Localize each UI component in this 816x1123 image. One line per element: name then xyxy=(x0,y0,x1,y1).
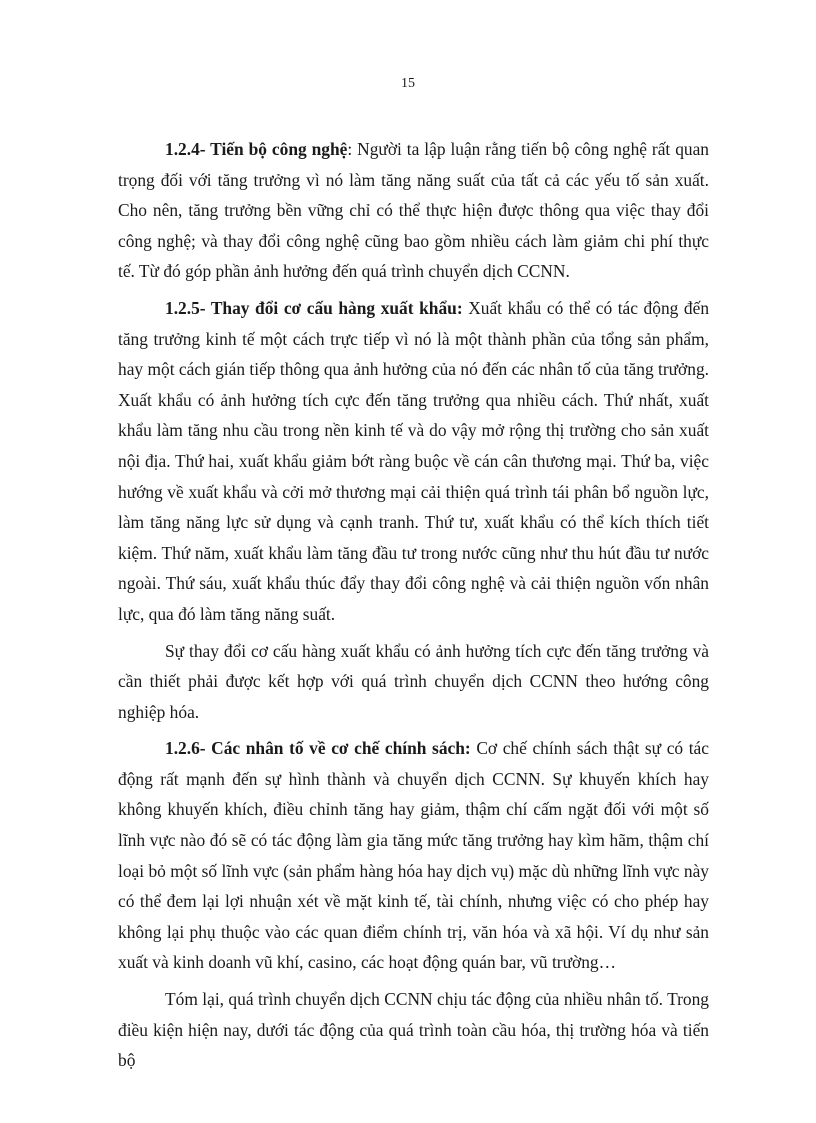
paragraph-technology xyxy=(118,134,709,287)
paragraph-text: Tóm lại, quá trình chuyển dịch CCNN chịu tác động của nhiều nhân tố. Trong điều kiện hiện nay, dưới tác động của quá trình toàn cầu hóa, thị trường hóa và tiến bộ xyxy=(118,989,709,1071)
paragraph-export-summary xyxy=(118,636,709,728)
section-heading-1-2-5: 1.2.5- Thay đổi cơ cấu hàng xuất khẩu: xyxy=(165,297,463,318)
document-body xyxy=(118,134,709,1082)
paragraph-conclusion xyxy=(118,984,709,1076)
paragraph-text: Xuất khẩu có thể có tác động đến tăng trưởng kinh tế một cách trực tiếp vì nó là một thành phần của tổng sản phẩm, hay một cách gián tiếp thông qua ảnh hưởng của nó đến các nhân tố của tăng trưởng. Xuất khẩu có ảnh hưởng tích cực đến tăng trưởng qua nhiều cách. Thứ nhất, xuất khẩu làm tăng nhu cầu trong nền kinh tế và do vậy mở rộng thị trường cho sản xuất nội địa. Thứ hai, xuất khẩu giảm bớt ràng buộc về cán cân thương mại. Thứ ba, việc hướng về xuất khẩu và cởi mở thương mại cải thiện quá trình tái phân bổ nguồn lực, làm tăng năng lực sử dụng và cạnh tranh. Thứ tư, xuất khẩu có thể kích thích tiết kiệm. Thứ năm, xuất khẩu làm tăng đầu tư trong nước cũng như thu hút đầu tư nước ngoài. Thứ sáu, xuất khẩu thúc đẩy thay đổi công nghệ và cải thiện nguồn vốn nhân lực, qua đó làm tăng năng suất. xyxy=(118,297,710,624)
paragraph-policy xyxy=(118,733,709,978)
paragraph-export-structure xyxy=(118,293,709,630)
page-number: 15 xyxy=(401,76,415,91)
section-heading-1-2-6: 1.2.6- Các nhân tố về cơ chế chính sách: xyxy=(165,738,471,759)
paragraph-text: : Người ta lập luận rằng tiến bộ công nghệ rất quan trọng đối với tăng trưởng vì nó làm tăng năng suất của tất cả các yếu tố sản xuất. Cho nên, tăng trưởng bền vững chỉ có thể thực hiện được thông qua việc thay đổi công nghệ; và thay đổi công nghệ cũng bao gồm nhiều cách làm giảm chi phí thực tế. Từ đó góp phần ảnh hưởng đến quá trình chuyển dịch CCNN. xyxy=(118,139,709,282)
section-heading-1-2-4: 1.2.4- Tiến bộ công nghệ xyxy=(165,139,348,159)
paragraph-text: Sự thay đổi cơ cấu hàng xuất khẩu có ảnh hưởng tích cực đến tăng trưởng và cần thiết phải được kết hợp với quá trình chuyển dịch CCNN theo hướng công nghiệp hóa. xyxy=(118,640,709,722)
paragraph-text: Cơ chế chính sách thật sự có tác động rất mạnh đến sự hình thành và chuyển dịch CCNN. Sự khuyến khích hay không khuyến khích, điều chỉnh tăng hay giảm, thậm chí cấm ngặt đối với một số lĩnh vực nào đó sẽ có tác động làm gia tăng mức tăng trưởng hay kìm hãm, thậm chí loại bỏ một số lĩnh vực (sản phẩm hàng hóa hay dịch vụ) mặc dù những lĩnh vực này có thể đem lại lợi nhuận xét về mặt kinh tế, tài chính, nhưng việc có cho phép hay không lại phụ thuộc vào các quan điểm chính trị, văn hóa và xã hội. Ví dụ như sản xuất và kinh doanh vũ khí, casino, các hoạt động quán bar, vũ trường… xyxy=(118,738,709,973)
